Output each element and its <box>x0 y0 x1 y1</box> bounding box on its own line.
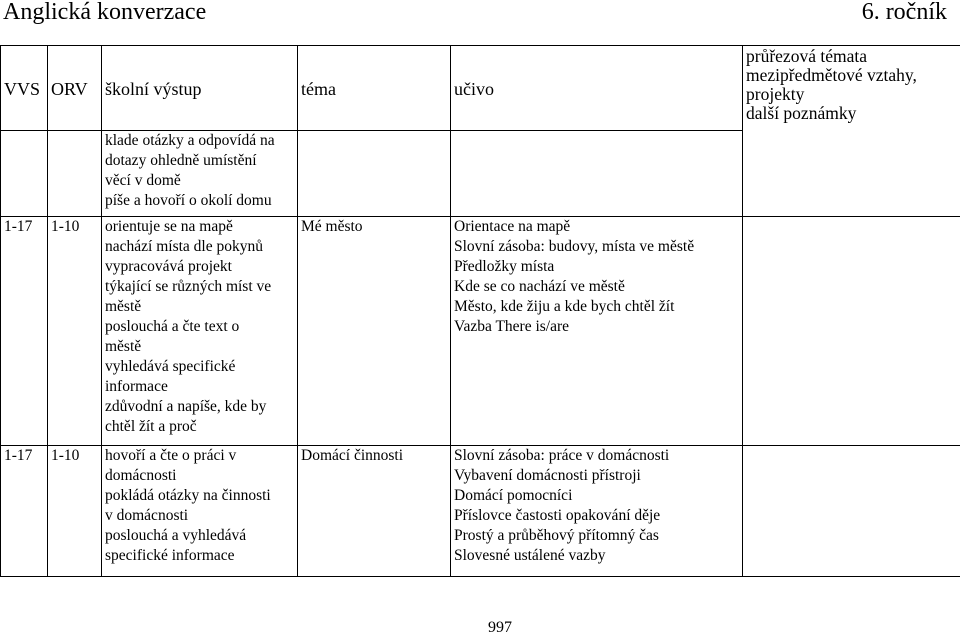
cross-header-line: další poznámky <box>746 104 957 123</box>
cross-header-line: projekty <box>746 85 957 104</box>
cell-orv: 1-10 <box>48 446 102 577</box>
outcome-line: hovoří a čte o práci v <box>105 446 294 466</box>
cell-topic: Mé město <box>298 217 451 446</box>
content-line: Prostý a průběhový přítomný čas <box>454 526 739 546</box>
content-line: Příslovce častosti opakování děje <box>454 506 739 526</box>
col-header-topic: téma <box>298 46 451 131</box>
content-line: Vybavení domácnosti přístroji <box>454 466 739 486</box>
outcome-line: městě <box>105 337 294 357</box>
col-header-orv: ORV <box>48 46 102 131</box>
cell-content <box>451 217 743 446</box>
cell-content <box>451 446 743 577</box>
cell-vvs: 1-17 <box>1 446 48 577</box>
col-header-cross <box>743 46 960 217</box>
col-header-content: učivo <box>451 46 743 131</box>
outcome-line: městě <box>105 297 294 317</box>
content-line: Slovní zásoba: budovy, místa ve městě <box>454 237 739 257</box>
outcome-line: domácnosti <box>105 466 294 486</box>
cell-outcome <box>102 446 298 577</box>
outcome-line: vypracovává projekt <box>105 257 294 277</box>
col-header-outcome: školní výstup <box>102 46 298 131</box>
table-row <box>1 217 960 446</box>
cell-cross <box>743 446 960 577</box>
outcome-line: zdůvodní a napíše, kde by <box>105 397 294 417</box>
content-line: Vazba There is/are <box>454 317 739 337</box>
outcome-line: orientuje se na mapě <box>105 217 294 237</box>
outcome-line: poslouchá a čte text o <box>105 317 294 337</box>
cell-vvs <box>1 131 48 217</box>
outcome-line: dotazy ohledně umístění <box>105 151 294 171</box>
content-line: Slovní zásoba: práce v domácnosti <box>454 446 739 466</box>
outcome-line: nachází místa dle pokynů <box>105 237 294 257</box>
table-row <box>1 446 960 577</box>
table-header-row <box>1 46 960 131</box>
content-line: Domácí pomocníci <box>454 486 739 506</box>
outcome-line: týkající se různých míst ve <box>105 277 294 297</box>
outcome-line: vyhledává specifické <box>105 357 294 377</box>
cell-topic <box>298 131 451 217</box>
outcome-line: pokládá otázky na činnosti <box>105 486 294 506</box>
cross-header-line: mezipředmětové vztahy, <box>746 66 957 85</box>
outcome-line: poslouchá a vyhledává <box>105 526 294 546</box>
content-line: Město, kde žiju a kde bych chtěl žít <box>454 297 739 317</box>
cell-topic: Domácí činnosti <box>298 446 451 577</box>
cell-orv: 1-10 <box>48 217 102 446</box>
content-line: Kde se co nachází ve městě <box>454 277 739 297</box>
outcome-line: klade otázky a odpovídá na <box>105 131 294 151</box>
content-line: Orientace na mapě <box>454 217 739 237</box>
cell-content <box>451 131 743 217</box>
curriculum-table <box>0 45 960 577</box>
subject-title: Anglická konverzace <box>3 0 206 25</box>
outcome-line: píše a hovoří o okolí domu <box>105 191 294 211</box>
cell-orv <box>48 131 102 217</box>
cell-outcome <box>102 217 298 446</box>
outcome-line: věcí v domě <box>105 171 294 191</box>
col-header-vvs: VVS <box>1 46 48 131</box>
outcome-line: chtěl žít a proč <box>105 417 294 437</box>
outcome-line: v domácnosti <box>105 506 294 526</box>
page-number: 997 <box>0 619 960 637</box>
content-line: Slovesné ustálené vazby <box>454 546 739 566</box>
outcome-line: specifické informace <box>105 546 294 566</box>
grade-title: 6. ročník <box>862 0 947 25</box>
outcome-line: informace <box>105 377 294 397</box>
cross-header-line: průřezová témata <box>746 47 957 66</box>
cell-vvs: 1-17 <box>1 217 48 446</box>
content-line: Předložky místa <box>454 257 739 277</box>
cell-cross <box>743 217 960 446</box>
cell-outcome <box>102 131 298 217</box>
